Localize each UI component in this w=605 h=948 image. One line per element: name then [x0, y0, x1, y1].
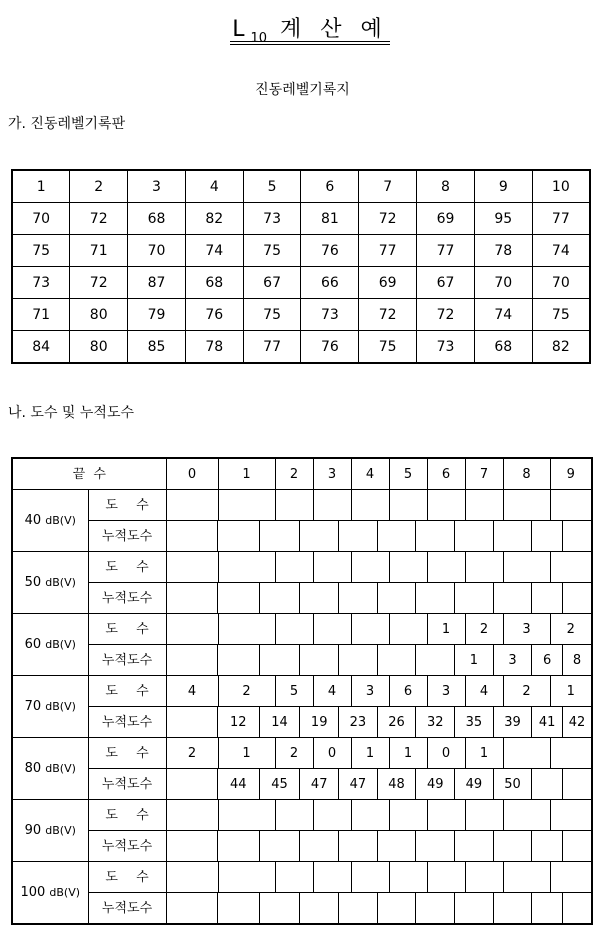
cumulative-cell: 47 — [339, 769, 378, 799]
freq-label: 도 수 — [88, 552, 166, 583]
freq-cell: 2 — [218, 676, 275, 707]
freq-cell — [503, 552, 550, 583]
freq-cell: 0 — [313, 738, 351, 769]
cumulative-cell — [562, 583, 591, 613]
cumulative-cell: 48 — [377, 769, 416, 799]
record-cell: 76 — [301, 235, 359, 267]
cumulative-cell — [167, 645, 218, 675]
level-label — [12, 490, 88, 552]
digit-header-cell: 7 — [465, 458, 503, 490]
freq-cell: 2 — [550, 614, 592, 645]
freq-cell — [166, 490, 218, 521]
cumulative-cell: 32 — [416, 707, 455, 737]
cumulative-cells — [166, 707, 592, 738]
record-row — [12, 267, 590, 299]
cumulative-label: 누적도수 — [88, 893, 166, 925]
digit-header-cell: 9 — [550, 458, 592, 490]
cumulative-cell — [217, 521, 259, 551]
record-cell: 70 — [474, 267, 532, 299]
section-b-heading: 나. 도수 및 누적도수 — [8, 405, 134, 421]
cumulative-cell — [377, 583, 416, 613]
freq-cell — [313, 800, 351, 831]
cumulative-cell: 50 — [493, 769, 532, 799]
freq-cell: 2 — [275, 738, 313, 769]
cumulative-row — [12, 583, 592, 614]
freq-cell — [166, 552, 218, 583]
cumulative-cell — [300, 583, 339, 613]
freq-label: 도 수 — [88, 862, 166, 893]
freq-row — [12, 800, 592, 831]
freq-label: 도 수 — [88, 800, 166, 831]
cumulative-cell — [339, 583, 378, 613]
freq-cell — [218, 614, 275, 645]
freq-cell: 2 — [166, 738, 218, 769]
level-unit: dB(V) — [45, 638, 76, 651]
freq-label: 도 수 — [88, 490, 166, 521]
record-cell: 70 — [128, 235, 186, 267]
freq-cell — [313, 862, 351, 893]
freq-cell — [465, 552, 503, 583]
freq-cell — [351, 800, 389, 831]
freq-cell — [465, 490, 503, 521]
freq-cell — [275, 862, 313, 893]
record-row — [12, 331, 590, 364]
digit-header-cell: 4 — [351, 458, 389, 490]
cumulative-cell — [339, 831, 378, 861]
record-cell: 74 — [532, 235, 590, 267]
freq-cell — [389, 490, 427, 521]
cumulative-cell: 49 — [455, 769, 494, 799]
record-cell: 71 — [70, 235, 128, 267]
freq-cell — [389, 614, 427, 645]
freq-cell — [351, 862, 389, 893]
cumulative-cell: 3 — [493, 645, 532, 675]
cumulative-cell — [167, 831, 218, 861]
cumulative-cell: 39 — [493, 707, 532, 737]
freq-cell: 5 — [275, 676, 313, 707]
cumulative-cells — [166, 769, 592, 800]
freq-cell — [218, 552, 275, 583]
digit-header-cell: 3 — [313, 458, 351, 490]
record-cell: 68 — [474, 331, 532, 364]
cumulative-cell — [493, 583, 532, 613]
freq-cell — [465, 800, 503, 831]
record-cell: 95 — [474, 203, 532, 235]
freq-cell — [550, 490, 592, 521]
record-cell: 67 — [417, 267, 475, 299]
record-table — [11, 169, 591, 364]
freq-cell — [166, 614, 218, 645]
freq-cell — [550, 862, 592, 893]
freq-cell — [550, 738, 592, 769]
cumulative-cell: 19 — [300, 707, 339, 737]
record-cell: 72 — [70, 203, 128, 235]
record-cell: 68 — [185, 267, 243, 299]
cumulative-cell — [455, 583, 494, 613]
digit-header-cell: 0 — [166, 458, 218, 490]
record-cell: 75 — [532, 299, 590, 331]
cumulative-cell: 41 — [532, 707, 563, 737]
cumulative-cell — [217, 583, 259, 613]
cumulative-row — [12, 521, 592, 552]
freq-cell — [427, 862, 465, 893]
cumulative-cell — [339, 893, 378, 923]
cumulative-label: 누적도수 — [88, 769, 166, 800]
freq-label: 도 수 — [88, 614, 166, 645]
freq-cell — [313, 490, 351, 521]
record-cell: 73 — [301, 299, 359, 331]
cumulative-cell — [455, 521, 494, 551]
section-a-heading: 가. 진동레벨기록판 — [8, 116, 126, 132]
cumulative-cell — [377, 645, 416, 675]
record-cell: 85 — [128, 331, 186, 364]
freq-cell — [465, 862, 503, 893]
freq-cell: 1 — [389, 738, 427, 769]
cumulative-cell — [455, 893, 494, 923]
record-cell: 75 — [359, 331, 417, 364]
cumulative-cell — [300, 831, 339, 861]
record-row — [12, 203, 590, 235]
freq-cell — [166, 800, 218, 831]
cumulative-cell — [532, 583, 563, 613]
freq-cell — [389, 552, 427, 583]
cumulative-label: 누적도수 — [88, 707, 166, 738]
level-label — [12, 676, 88, 738]
record-cell: 66 — [301, 267, 359, 299]
freq-cell — [275, 490, 313, 521]
cumulative-cell — [259, 645, 300, 675]
freq-cell — [550, 800, 592, 831]
record-cell: 73 — [417, 331, 475, 364]
cumulative-row — [12, 831, 592, 862]
subtitle: 진동레벨기록지 — [255, 82, 350, 98]
cumulative-row — [12, 893, 592, 925]
freq-cell — [218, 490, 275, 521]
freq-cell — [218, 800, 275, 831]
cumulative-cell — [259, 893, 300, 923]
cumulative-cells — [166, 893, 592, 925]
record-cell: 77 — [417, 235, 475, 267]
cumulative-cells — [166, 645, 592, 676]
cumulative-cell — [493, 831, 532, 861]
cumulative-cell — [416, 831, 455, 861]
cumulative-cell — [562, 521, 591, 551]
cumulative-row — [12, 769, 592, 800]
freq-cell: 1 — [465, 738, 503, 769]
cumulative-cell: 6 — [532, 645, 563, 675]
cumulative-cell — [562, 893, 591, 923]
cumulative-cell — [532, 831, 563, 861]
record-cell: 75 — [243, 299, 301, 331]
freq-cell: 3 — [427, 676, 465, 707]
cumulative-cell — [217, 893, 259, 923]
record-header-cell: 4 — [185, 170, 243, 203]
record-cell: 73 — [243, 203, 301, 235]
cumulative-cell — [532, 521, 563, 551]
level-unit: dB(V) — [45, 700, 76, 713]
record-header-row — [12, 170, 590, 203]
record-header-cell: 2 — [70, 170, 128, 203]
cumulative-cell — [259, 831, 300, 861]
cumulative-label: 누적도수 — [88, 583, 166, 614]
cumulative-cell: 1 — [455, 645, 494, 675]
freq-cell — [351, 490, 389, 521]
record-row — [12, 235, 590, 267]
digit-header-cell: 5 — [389, 458, 427, 490]
freq-cell — [427, 800, 465, 831]
cumulative-cell — [167, 521, 218, 551]
frequency-table — [11, 457, 593, 925]
cumulative-cells — [166, 583, 592, 614]
cumulative-cell — [377, 831, 416, 861]
record-cell: 77 — [532, 203, 590, 235]
freq-row — [12, 676, 592, 707]
level-unit: dB(V) — [45, 824, 76, 837]
record-cell: 74 — [185, 235, 243, 267]
cumulative-cell: 44 — [217, 769, 259, 799]
freq-cell — [166, 862, 218, 893]
cumulative-cell — [532, 769, 563, 799]
level-label — [12, 862, 88, 925]
freq-cell — [275, 552, 313, 583]
cumulative-cell — [339, 521, 378, 551]
title-underline-double — [230, 44, 390, 45]
record-header-cell: 9 — [474, 170, 532, 203]
record-cell: 68 — [128, 203, 186, 235]
cumulative-cell — [493, 893, 532, 923]
cumulative-cell — [217, 645, 259, 675]
cumulative-cell: 23 — [339, 707, 378, 737]
level-value: 80 — [24, 761, 42, 776]
freq-cell — [503, 800, 550, 831]
record-row — [12, 299, 590, 331]
freq-cell — [275, 800, 313, 831]
freq-label: 도 수 — [88, 738, 166, 769]
record-cell: 70 — [12, 203, 70, 235]
cumulative-cell: 42 — [562, 707, 591, 737]
record-cell: 77 — [359, 235, 417, 267]
freq-label: 도 수 — [88, 676, 166, 707]
cumulative-label: 누적도수 — [88, 831, 166, 862]
record-cell: 82 — [185, 203, 243, 235]
level-label — [12, 614, 88, 676]
freq-cell — [503, 738, 550, 769]
title-rest: 계 산 예 — [280, 17, 388, 42]
freq-cell: 2 — [503, 676, 550, 707]
freq-cell — [389, 800, 427, 831]
cumulative-cell — [167, 769, 218, 799]
level-unit: dB(V) — [45, 576, 76, 589]
record-cell: 72 — [359, 299, 417, 331]
cumulative-cell — [259, 583, 300, 613]
freq-cell: 3 — [351, 676, 389, 707]
record-cell: 75 — [243, 235, 301, 267]
freq-cell: 4 — [166, 676, 218, 707]
record-cell: 80 — [70, 331, 128, 364]
record-cell: 70 — [532, 267, 590, 299]
level-value: 70 — [24, 699, 42, 714]
cumulative-cell: 26 — [377, 707, 416, 737]
level-label — [12, 552, 88, 614]
record-cell: 79 — [128, 299, 186, 331]
record-header-cell: 6 — [301, 170, 359, 203]
freq-cell: 2 — [465, 614, 503, 645]
cumulative-cell: 47 — [300, 769, 339, 799]
level-unit: dB(V) — [49, 886, 81, 899]
record-cell: 78 — [185, 331, 243, 364]
freq-row — [12, 862, 592, 893]
record-cell: 71 — [12, 299, 70, 331]
cumulative-cell — [416, 521, 455, 551]
digit-header-cell: 6 — [427, 458, 465, 490]
record-cell: 73 — [12, 267, 70, 299]
level-label — [12, 738, 88, 800]
freq-cell: 4 — [313, 676, 351, 707]
freq-row — [12, 552, 592, 583]
corner-label: 끝 수 — [12, 458, 166, 490]
record-cell: 77 — [243, 331, 301, 364]
cumulative-cell — [300, 893, 339, 923]
freq-cell — [218, 862, 275, 893]
cumulative-cell: 12 — [217, 707, 259, 737]
record-header-cell: 10 — [532, 170, 590, 203]
cumulative-cell — [377, 521, 416, 551]
level-unit: dB(V) — [45, 514, 76, 527]
freq-cell: 3 — [503, 614, 550, 645]
freq-cell — [503, 862, 550, 893]
cumulative-cell: 8 — [562, 645, 591, 675]
record-cell: 69 — [359, 267, 417, 299]
cumulative-cells — [166, 831, 592, 862]
level-label — [12, 800, 88, 862]
digit-header-cell: 8 — [503, 458, 550, 490]
cumulative-cell — [416, 645, 455, 675]
freq-cell — [503, 490, 550, 521]
freq-cell: 1 — [218, 738, 275, 769]
cumulative-cell — [300, 645, 339, 675]
cumulative-cell — [416, 583, 455, 613]
freq-row — [12, 490, 592, 521]
cumulative-cell — [217, 831, 259, 861]
cumulative-cell: 49 — [416, 769, 455, 799]
record-cell: 67 — [243, 267, 301, 299]
cumulative-row — [12, 645, 592, 676]
cumulative-cell — [167, 707, 218, 737]
freq-row — [12, 614, 592, 645]
title-subscript: 10 — [250, 31, 268, 46]
freq-cell: 1 — [427, 614, 465, 645]
record-cell: 74 — [474, 299, 532, 331]
record-cell: 76 — [185, 299, 243, 331]
freq-cell: 1 — [351, 738, 389, 769]
record-cell: 80 — [70, 299, 128, 331]
cumulative-cell — [259, 521, 300, 551]
record-header-cell: 8 — [417, 170, 475, 203]
freq-cell — [351, 614, 389, 645]
freq-cell — [427, 552, 465, 583]
freq-cell: 0 — [427, 738, 465, 769]
record-header-cell: 5 — [243, 170, 301, 203]
cumulative-row — [12, 707, 592, 738]
record-header-cell: 7 — [359, 170, 417, 203]
freq-cell: 4 — [465, 676, 503, 707]
cumulative-cells — [166, 521, 592, 552]
level-value: 40 — [24, 513, 42, 528]
level-value: 100 — [20, 885, 46, 900]
cumulative-cell — [416, 893, 455, 923]
freq-cell — [313, 614, 351, 645]
record-cell: 87 — [128, 267, 186, 299]
digit-header-cell: 1 — [218, 458, 275, 490]
cumulative-cell — [167, 893, 218, 923]
cumulative-cell: 45 — [259, 769, 300, 799]
record-cell: 69 — [417, 203, 475, 235]
cumulative-cell — [339, 645, 378, 675]
record-cell: 78 — [474, 235, 532, 267]
freq-cell: 1 — [550, 676, 592, 707]
freq-cell — [550, 552, 592, 583]
cumulative-cell: 35 — [455, 707, 494, 737]
freq-row — [12, 738, 592, 769]
cumulative-label: 누적도수 — [88, 645, 166, 676]
cumulative-cell — [300, 521, 339, 551]
level-value: 90 — [24, 823, 42, 838]
level-value: 50 — [24, 575, 42, 590]
cumulative-cell — [167, 583, 218, 613]
record-cell: 72 — [359, 203, 417, 235]
cumulative-cell — [377, 893, 416, 923]
record-cell: 81 — [301, 203, 359, 235]
cumulative-cell — [562, 769, 591, 799]
level-value: 60 — [24, 637, 42, 652]
freq-cell — [351, 552, 389, 583]
cumulative-cell — [562, 831, 591, 861]
freq-cell — [389, 862, 427, 893]
record-header-cell: 1 — [12, 170, 70, 203]
record-cell: 72 — [417, 299, 475, 331]
cumulative-label: 누적도수 — [88, 521, 166, 552]
cumulative-cell — [532, 893, 563, 923]
record-cell: 76 — [301, 331, 359, 364]
cumulative-cell — [455, 831, 494, 861]
record-cell: 82 — [532, 331, 590, 364]
title-main: L — [232, 17, 251, 42]
record-header-cell: 3 — [128, 170, 186, 203]
freq-cell — [275, 614, 313, 645]
title-underline — [230, 41, 390, 42]
cumulative-cell — [493, 521, 532, 551]
freq-header-row — [12, 458, 592, 490]
level-unit: dB(V) — [45, 762, 76, 775]
record-cell: 75 — [12, 235, 70, 267]
freq-cell: 6 — [389, 676, 427, 707]
cumulative-cell: 14 — [259, 707, 300, 737]
freq-cell — [313, 552, 351, 583]
digit-header-cell: 2 — [275, 458, 313, 490]
record-cell: 84 — [12, 331, 70, 364]
freq-cell — [427, 490, 465, 521]
record-cell: 72 — [70, 267, 128, 299]
